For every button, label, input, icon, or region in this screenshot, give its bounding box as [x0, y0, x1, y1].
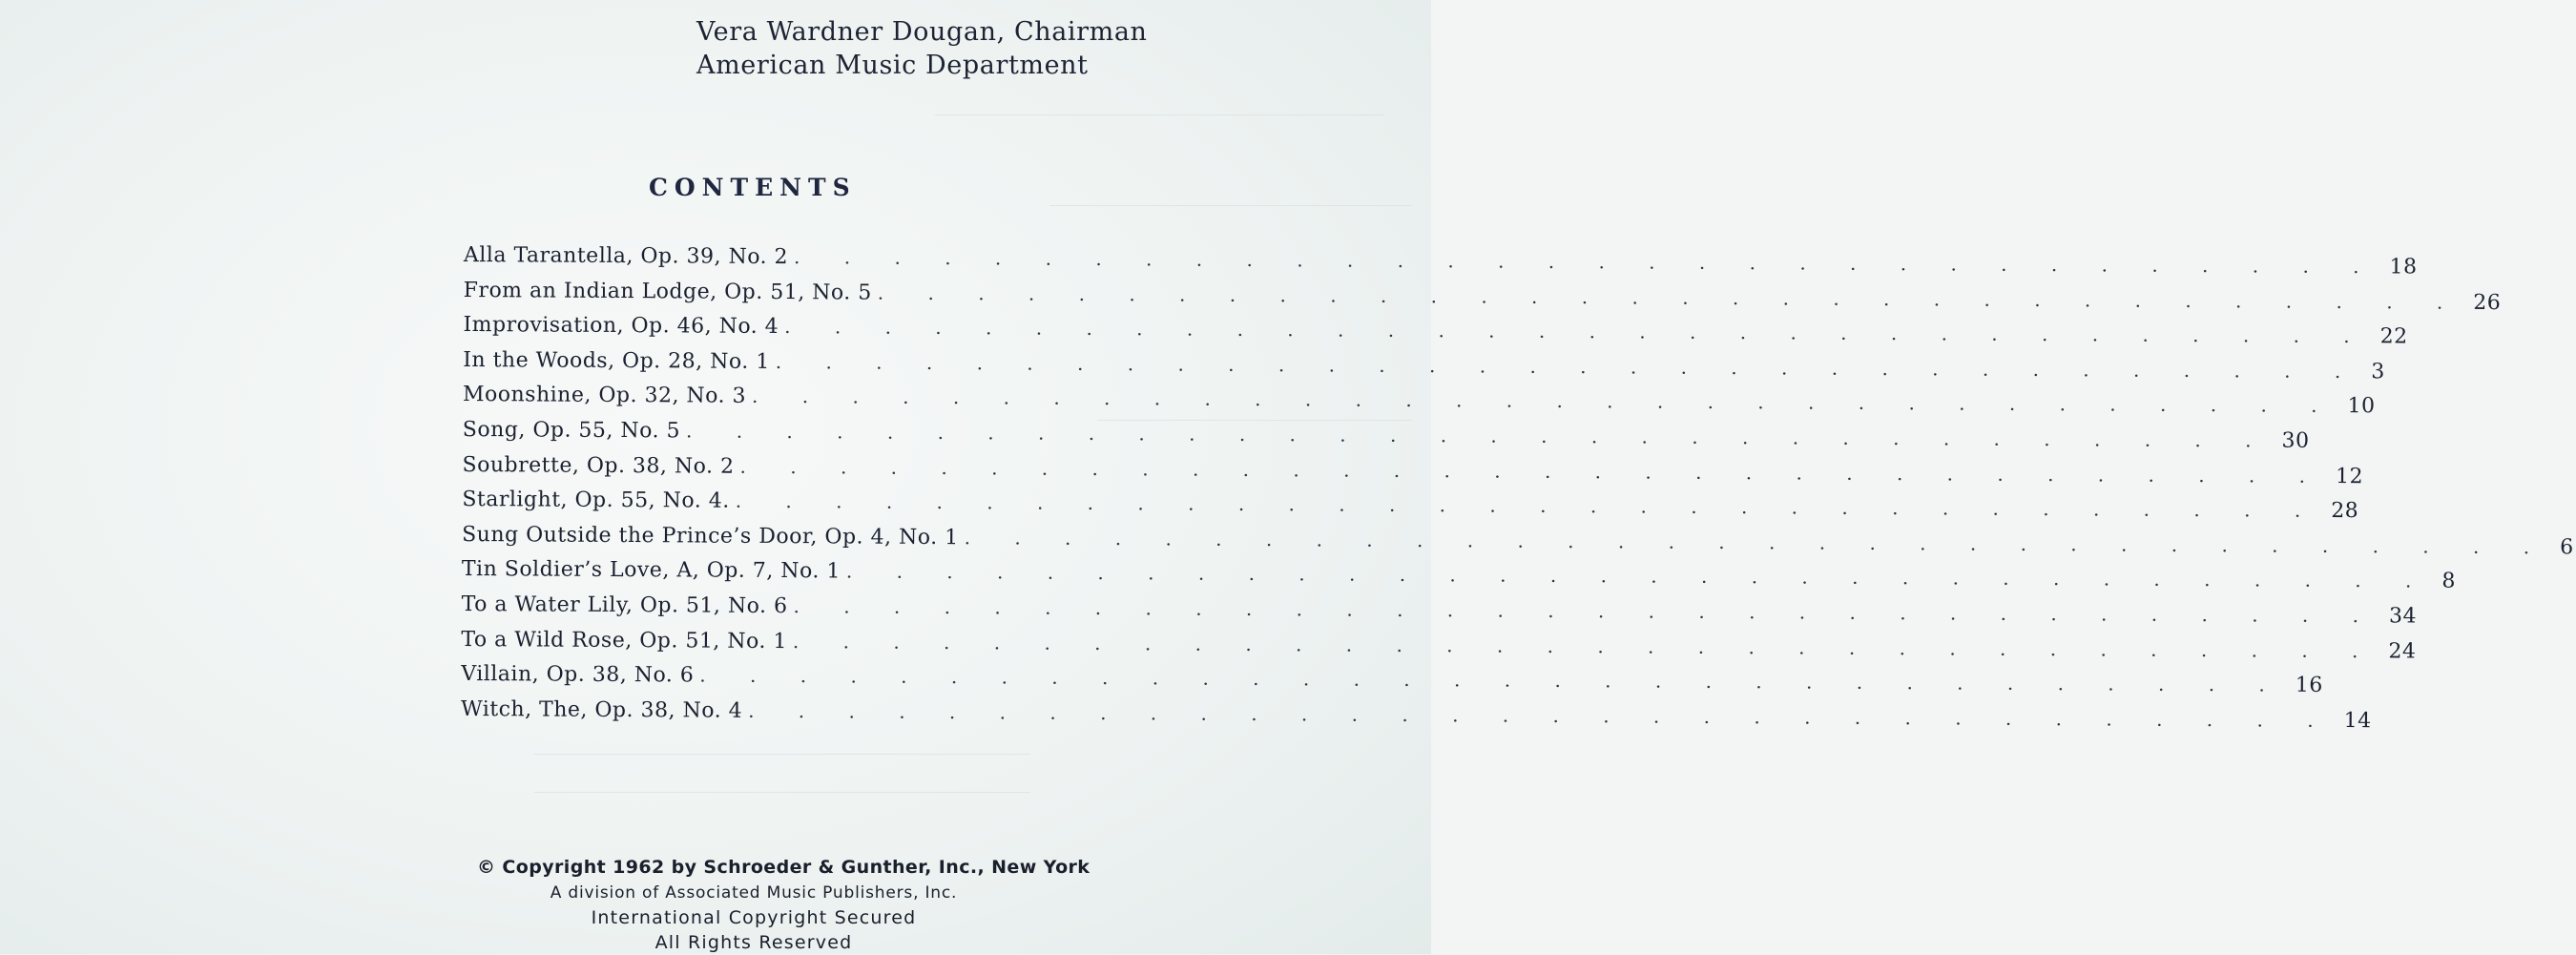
toc-entry-title: Witch, The, Op. 38, No. 4: [460, 696, 743, 723]
toc-leader-dots: . . . . . . . . . . . . . . . . . . . . . . . . . . . . . . . .: [964, 525, 2549, 559]
toc-entry-title: Villain, Op. 38, No. 6: [461, 662, 695, 688]
toc-entry: [460, 696, 2372, 736]
header-department-line: American Music Department: [696, 51, 1089, 80]
toc-entry-page: 30: [2281, 428, 2310, 453]
show-through-staff-line: [935, 114, 1383, 115]
toc-leader-dots: . . . . . . . . . . . . . . . . . . . . . . . . . . . . . . . .: [739, 454, 2325, 488]
toc-leader-dots: . . . . . . . . . . . . . . . . . . . . . . . . . . . . . . . .: [775, 349, 2360, 383]
contents-heading: CONTENTS: [649, 174, 857, 201]
toc-entry-page: 10: [2347, 394, 2376, 419]
publisher-division: A division of Associated Music Publishers, Inc.: [550, 883, 958, 903]
toc-entry-page: 28: [2331, 499, 2359, 524]
show-through-staff-line: [534, 792, 1030, 793]
toc-entry-title: Moonshine, Op. 32, No. 3: [462, 383, 747, 409]
toc-leader-dots: . . . . . . . . . . . . . . . . . . . . . . . . . . . . . . . .: [748, 698, 2333, 732]
copyright-notice: [477, 853, 1091, 955]
copyright-secured: International Copyright Secured: [591, 907, 917, 928]
toc-entry-page: 14: [2343, 708, 2372, 733]
copyright-line: [477, 853, 1091, 882]
toc-entry-page: 3: [2371, 359, 2385, 384]
toc-entry-title: Starlight, Op. 55, No. 4.: [462, 488, 730, 513]
toc-entry-title: Improvisation, Op. 46, No. 4: [463, 313, 779, 340]
toc-entry: [463, 347, 2385, 386]
toc-leader-dots: . . . . . . . . . . . . . . . . . . . . . . . . . . . . . . . .: [794, 245, 2379, 279]
toc-entry: [463, 313, 2408, 351]
toc-entry-page: 22: [2379, 324, 2408, 349]
toc-entry-page: 24: [2388, 638, 2417, 664]
toc-entry-page: 12: [2335, 464, 2364, 488]
toc-entry-title: Alla Tarantella, Op. 39, No. 2: [463, 243, 789, 270]
toc-entry: [461, 627, 2417, 666]
toc-entry: [462, 522, 2574, 561]
toc-entry-title: To a Water Lily, Op. 51, No. 6: [461, 592, 788, 619]
toc-entry: [461, 557, 2456, 595]
toc-entry-page: 34: [2388, 604, 2418, 629]
toc-entry: [462, 383, 2376, 421]
toc-leader-dots: . . . . . . . . . . . . . . . . . . . . . . . . . . . . . . . .: [793, 594, 2379, 628]
toc-entry: [461, 592, 2418, 631]
rights-reserved: All Rights Reserved: [654, 932, 853, 953]
toc-leader-dots: . . . . . . . . . . . . . . . . . . . . . . . . . . . . . . . .: [792, 629, 2378, 662]
toc-entry-page: 16: [2295, 673, 2323, 698]
copyright-symbol: ©: [477, 857, 496, 878]
header-attribution: [696, 15, 1148, 82]
toc-leader-dots: . . . . . . . . . . . . . . . . . . . . . . . . . . . . . . . .: [845, 559, 2431, 592]
toc-entry-title: From an Indian Lodge, Op. 51, No. 5: [463, 278, 872, 305]
toc-entry-page: 6: [2560, 535, 2574, 560]
show-through-staff-line: [1097, 420, 1412, 421]
toc-entry: [461, 662, 2323, 700]
toc-leader-dots: . . . . . . . . . . . . . . . . . . . . . . . . . . . . . . . .: [735, 488, 2320, 523]
show-through-staff-line: [1049, 205, 1412, 206]
toc-entry-title: Tin Soldier’s Love, A, Op. 7, No. 1: [461, 557, 841, 584]
toc-leader-dots: . . . . . . . . . . . . . . . . . . . . . . . . . . . . . . . .: [752, 384, 2337, 418]
toc-leader-dots: . . . . . . . . . . . . . . . . . . . . . . . . . . . . . . . .: [877, 280, 2462, 314]
toc-entry-page: 8: [2441, 570, 2456, 594]
table-of-contents: [460, 243, 2574, 736]
toc-entry: [463, 243, 2418, 281]
header-chairman-line: Vera Wardner Dougan, Chairman: [696, 17, 1148, 47]
toc-entry-title: To a Wild Rose, Op. 51, No. 1: [461, 627, 788, 654]
toc-entry-title: Soubrette, Op. 38, No. 2: [462, 452, 735, 479]
toc-leader-dots: . . . . . . . . . . . . . . . . . . . . . . . . . . . . . . . .: [699, 663, 2284, 696]
toc-leader-dots: . . . . . . . . . . . . . . . . . . . . . . . . . . . . . . . .: [685, 419, 2271, 452]
toc-entry: [462, 452, 2364, 491]
toc-entry: [463, 278, 2502, 317]
copyright-text: Copyright 1962 by Schroeder & Gunther, Inc., New York: [502, 857, 1091, 878]
toc-entry-title: Song, Op. 55, No. 5: [462, 417, 681, 444]
toc-leader-dots: . . . . . . . . . . . . . . . . . . . . . . . . . . . . . . . .: [784, 315, 2369, 348]
toc-entry-title: Sung Outside the Prince’s Door, Op. 4, No. 1: [462, 522, 959, 550]
toc-entry: [462, 417, 2310, 456]
toc-entry-title: In the Woods, Op. 28, No. 1: [463, 347, 770, 374]
toc-entry-page: 26: [2473, 290, 2502, 315]
show-through-staff-line: [534, 754, 1030, 755]
toc-entry-page: 18: [2389, 255, 2418, 280]
toc-entry: [462, 488, 2359, 526]
